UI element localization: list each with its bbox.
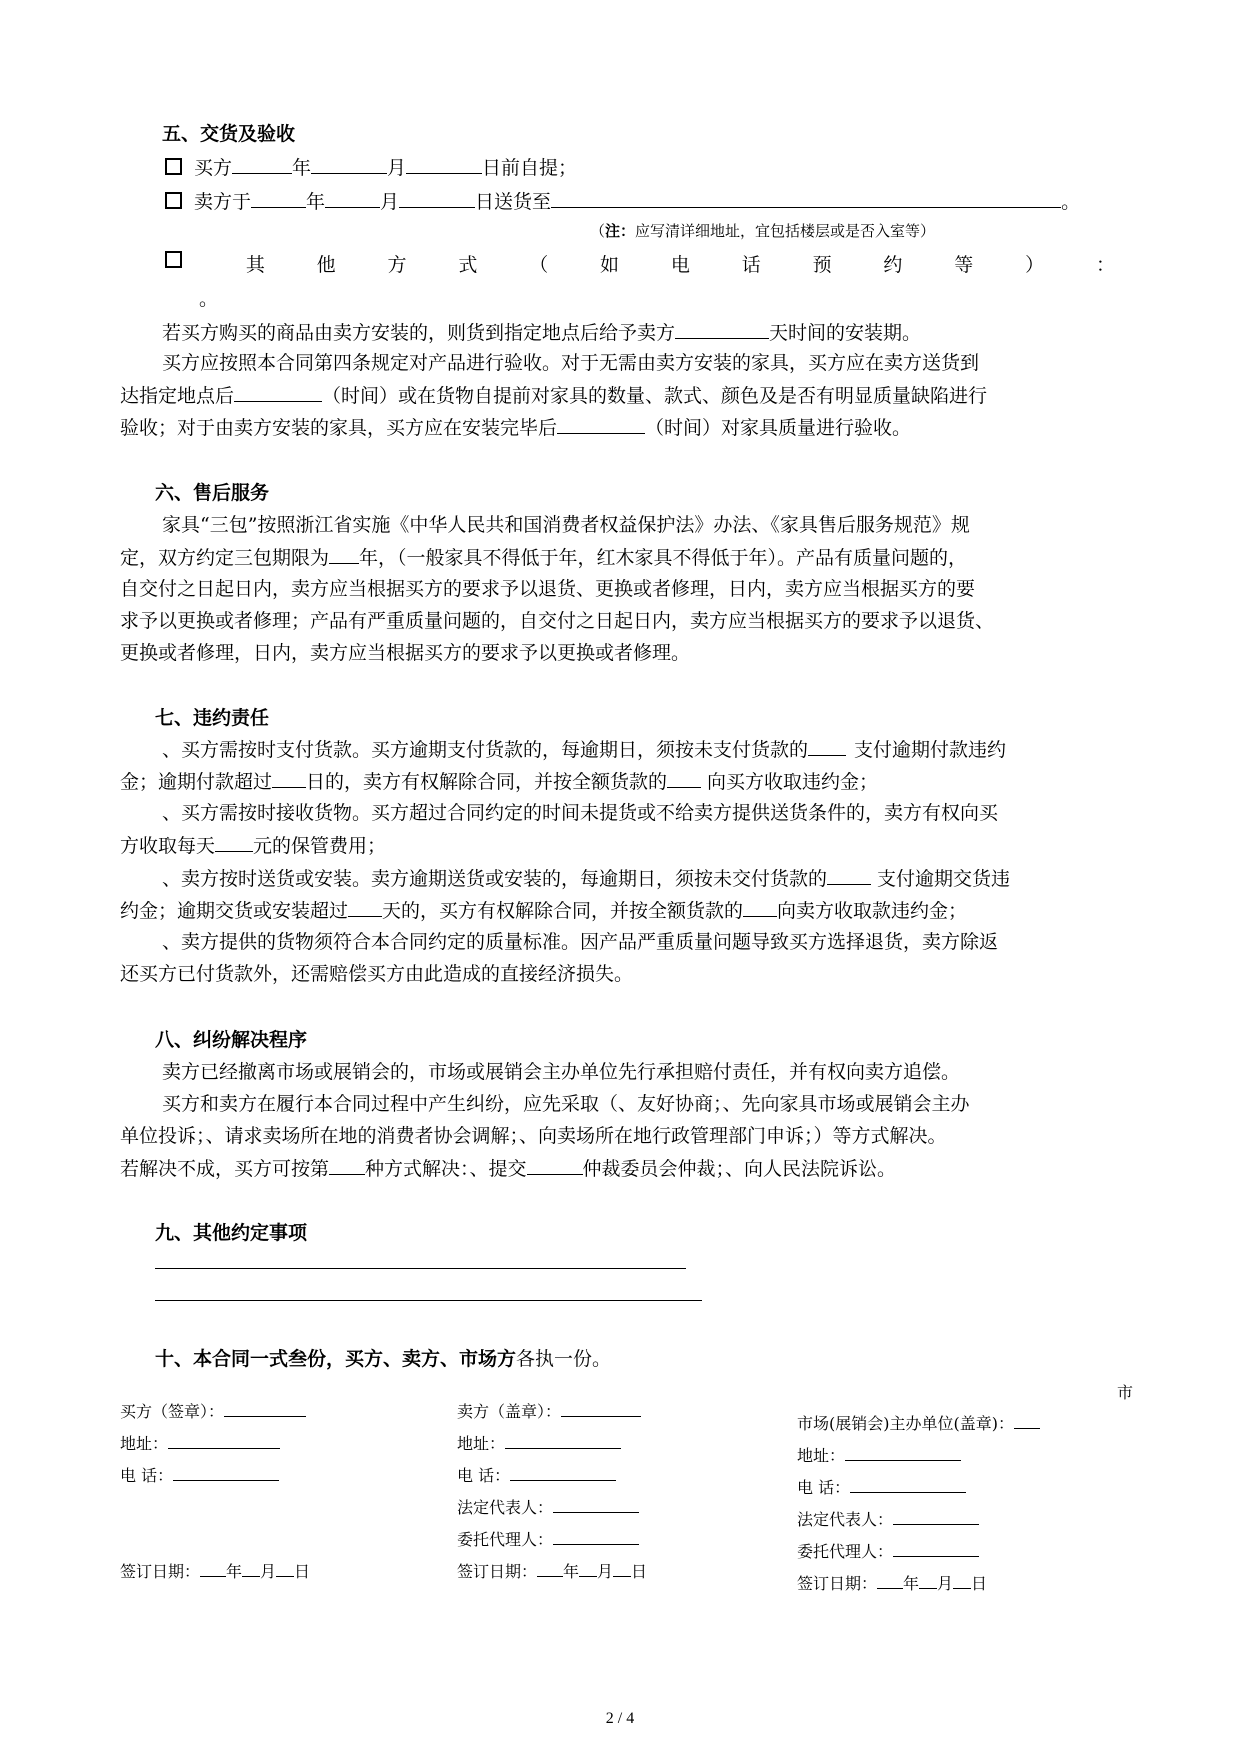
section-5-heading: 五、交货及验收 (162, 123, 296, 145)
market-signature: 市场(展销会)主办单位(盖章)： (797, 1412, 1040, 1435)
blank-field[interactable] (561, 1400, 641, 1417)
buyer-phone: 电 话： (120, 1464, 279, 1487)
section-6-heading: 六、售后服务 (155, 482, 270, 504)
blank-field[interactable] (505, 1432, 621, 1449)
dispute-line-2: 买方和卖方在履行本合同过程中产生纠纷，应先采取（、友好协商；、先向家具市场或展销会主办 (162, 1093, 970, 1115)
other-method-char: 式 (458, 254, 478, 276)
blank-field[interactable] (200, 1560, 226, 1577)
checkbox-icon[interactable] (165, 158, 182, 175)
blank-field[interactable] (667, 767, 701, 788)
blank-field[interactable] (743, 896, 777, 917)
seller-agent: 委托代理人： (457, 1528, 639, 1551)
seller-address: 地址： (457, 1432, 621, 1455)
blank-field[interactable] (232, 153, 292, 174)
seller-phone: 电 话： (457, 1464, 616, 1487)
blank-field[interactable] (553, 1496, 639, 1513)
other-method-char: 预 (812, 254, 832, 276)
blank-field[interactable] (527, 1154, 583, 1175)
blank-field[interactable] (827, 864, 871, 885)
blank-field[interactable] (329, 543, 359, 564)
blank-field[interactable] (675, 318, 769, 339)
after-sales-line-5: 更换或者修理，日内，卖方应当根据买方的要求予以更换或者修理。 (120, 642, 691, 664)
blank-field[interactable] (893, 1508, 979, 1525)
blank-field[interactable] (845, 1444, 961, 1461)
other-method-char: 约 (883, 254, 903, 276)
blank-field[interactable] (224, 1400, 306, 1417)
page-number: 2 / 4 (605, 1710, 635, 1727)
inspection-line-1: 买方应按照本合同第四条规定对产品进行验收。对于无需由卖方安装的家具，买方应在卖方送货到 (162, 352, 980, 374)
other-method-char: 如 (600, 254, 620, 276)
buyer-sign-date: 签订日期： 年 月 日 (120, 1562, 311, 1581)
blank-field[interactable] (276, 1560, 294, 1577)
liability-line-2: 金；逾期付款超过 日的，卖方有权解除合同，并按全额货款的 向买方收取违约金； (120, 767, 878, 796)
blank-field[interactable] (173, 1464, 279, 1481)
seller-signature: 卖方（盖章）： (457, 1400, 641, 1423)
after-sales-line-1: 家具“三包”按照浙江省实施《中华人民共和国消费者权益保护法》办法、《家具售后服务规范》规 (162, 514, 970, 536)
section-8-heading: 八、纠纷解决程序 (155, 1029, 308, 1051)
blank-field[interactable] (215, 831, 253, 852)
address-note: （注：应写清详细地址，宜包括楼层或是否入室等） (590, 222, 936, 240)
after-sales-line-3: 自交付之日起日内，卖方应当根据买方的要求予以退货、更换或者修理，日内，卖方应当根据买方的要 (120, 578, 976, 600)
blank-field[interactable] (251, 187, 306, 208)
other-method-char: 话 (741, 254, 761, 276)
liability-line-1: 、买方需按时支付货款。买方逾期支付货款的，每逾期日，须按未支付货款的 支付逾期付款违约 (162, 735, 1006, 764)
buyer-signature: 买方（签章）： (120, 1400, 306, 1423)
buyer-address: 地址： (120, 1432, 280, 1455)
market-agent: 委托代理人： (797, 1540, 979, 1563)
blank-field[interactable] (557, 413, 645, 434)
blank-field[interactable] (348, 896, 382, 917)
liability-line-8: 还买方已付货款外，还需赔偿买方由此造成的直接经济损失。 (120, 963, 634, 985)
blank-field[interactable] (510, 1464, 616, 1481)
blank-field[interactable] (399, 187, 475, 208)
liability-line-5: 、卖方按时送货或安装。卖方逾期送货或安装的，每逾期日，须按未交付货款的 支付逾期交货违 (162, 864, 1010, 893)
blank-field[interactable] (329, 1154, 365, 1175)
dispute-line-1: 卖方已经撤离市场或展销会的，市场或展销会主办单位先行承担赔付责任，并有权向卖方追偿。 (162, 1061, 961, 1083)
market-address: 地址： (797, 1444, 961, 1467)
inspection-line-2: 达指定地点后 （时间）或在货物自提前对家具的数量、款式、颜色及是否有明显质量缺陷进行 (120, 381, 987, 410)
blank-field[interactable] (242, 1560, 260, 1577)
blank-field[interactable] (808, 735, 846, 756)
blank-field[interactable] (234, 381, 322, 402)
other-method-char: ） (1025, 254, 1045, 276)
blank-field[interactable] (919, 1572, 937, 1589)
delivery-option-other (165, 251, 1115, 279)
market-legal-rep: 法定代表人： (797, 1508, 979, 1531)
seller-legal-rep: 法定代表人： (457, 1496, 639, 1519)
other-terms-line-1[interactable] (155, 1268, 686, 1269)
blank-field[interactable] (877, 1572, 903, 1589)
other-method-line (165, 251, 1115, 279)
after-sales-line-4: 求予以更换或者修理；产品有严重质量问题的，自交付之日起日内，卖方应当根据买方的要求予以退货、 (120, 610, 995, 632)
checkbox-icon[interactable] (165, 251, 182, 268)
blank-field[interactable] (272, 767, 306, 788)
other-method-continuation: 。 (199, 288, 219, 310)
blank-field[interactable] (325, 187, 380, 208)
blank-field[interactable] (1014, 1412, 1040, 1429)
blank-field[interactable] (553, 1528, 639, 1545)
other-method-char: 他 (316, 254, 336, 276)
seller-sign-date: 签订日期： 年 月 日 (457, 1562, 648, 1581)
blank-field[interactable] (893, 1540, 979, 1557)
section-9-heading: 九、其他约定事项 (155, 1222, 308, 1244)
blank-field[interactable] (613, 1560, 631, 1577)
other-method-char: （ (529, 254, 549, 276)
inspection-line-3: 验收；对于由卖方安装的家具，买方应在安装完毕后 （时间）对家具质量进行验收。 (120, 413, 911, 442)
blank-field[interactable] (579, 1560, 597, 1577)
after-sales-line-2: 定，双方约定三包期限为 年，（一般家具不得低于年，红木家具不得低于年）。产品有质量问题的， (120, 543, 967, 572)
other-method-char: 等 (954, 254, 974, 276)
market-sign-date: 签订日期： 年 月 日 (797, 1574, 988, 1593)
installation-period-paragraph: 若买方购买的商品由卖方安装的，则货到指定地点后给予卖方 天时间的安装期。 (162, 318, 921, 347)
blank-field[interactable] (537, 1560, 563, 1577)
other-method-char: 方 (387, 254, 407, 276)
dispute-line-3: 单位投诉；、请求卖场所在地的消费者协会调解；、向卖场所在地行政管理部门申诉；）等方式解决。 (120, 1125, 947, 1147)
liability-line-6: 约金；逾期交货或安装超过 天的，买方有权解除合同，并按全额货款的 向卖方收取款违约金； (120, 896, 967, 925)
address-field[interactable] (551, 187, 1061, 208)
blank-field[interactable] (311, 153, 387, 174)
market-corner-text: 市 (1117, 1383, 1134, 1402)
section-7-heading: 七、违约责任 (155, 707, 270, 729)
blank-field[interactable] (850, 1476, 966, 1493)
section-10-heading: 十、本合同一式叁份，买方、卖方、市场方各执一份。 (155, 1348, 612, 1370)
delivery-option-seller-delivery: 卖方于 年 月 日送货至 。 (165, 187, 1080, 216)
other-method-char: 电 (670, 254, 690, 276)
delivery-option-self-pickup: 买方 年 月 日前自提； (165, 153, 577, 182)
liability-line-3: 、买方需按时接收货物。买方超过合同约定的时间未提货或不给卖方提供送货条件的，卖方有权向买 (162, 802, 999, 824)
other-method-char: ： (1095, 254, 1115, 276)
dispute-line-4: 若解决不成，买方可按第 种方式解决：、提交 仲裁委员会仲裁；、向人民法院诉讼。 (120, 1154, 896, 1183)
checkbox-icon[interactable] (165, 192, 182, 209)
liability-line-7: 、卖方提供的货物须符合本合同约定的质量标准。因产品严重质量问题导致买方选择退货，卖方除返 (162, 931, 999, 953)
blank-field[interactable] (168, 1432, 280, 1449)
blank-field[interactable] (406, 153, 482, 174)
other-terms-line-2[interactable] (155, 1300, 702, 1301)
blank-field[interactable] (953, 1572, 971, 1589)
other-method-char: 其 (245, 254, 265, 276)
liability-line-4: 方收取每天 元的保管费用； (120, 831, 386, 860)
market-phone: 电 话： (797, 1476, 966, 1499)
